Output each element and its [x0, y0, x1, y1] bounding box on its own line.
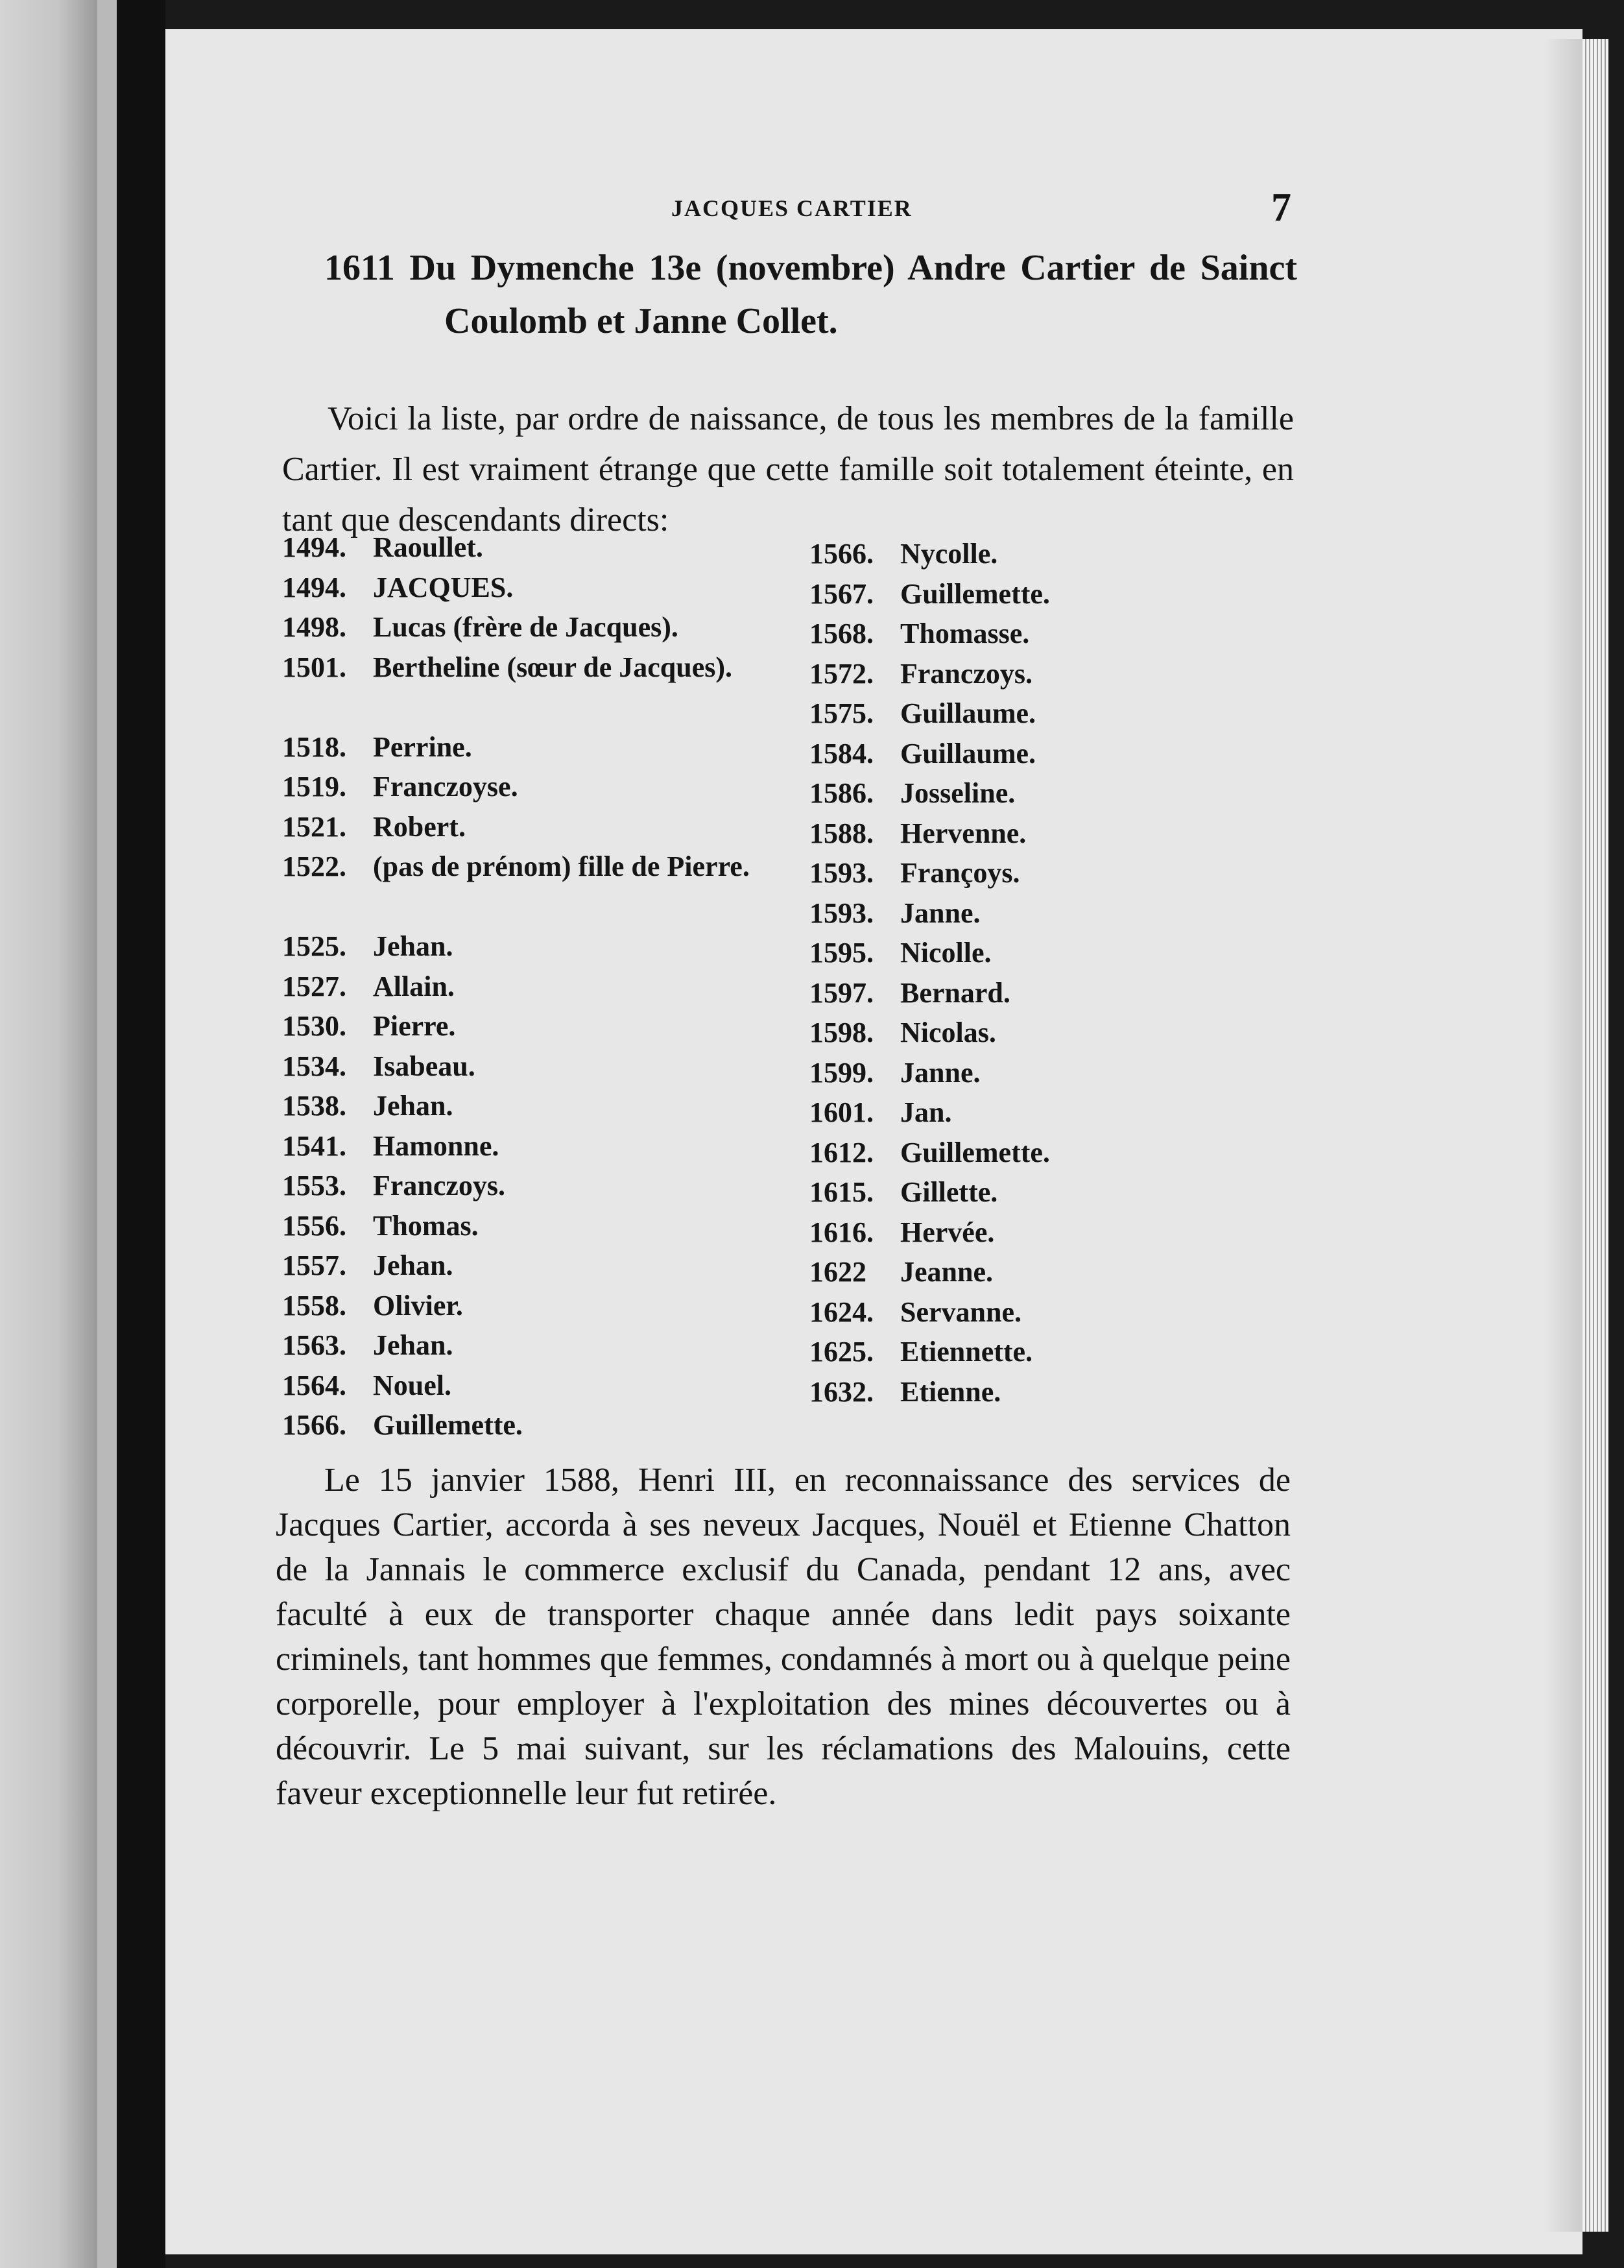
- member-item: [809, 1134, 1050, 1174]
- member-year: 1567.: [809, 577, 874, 610]
- member-name: Raoullet.: [373, 531, 483, 563]
- member-name: Bertheline (sœur de Jacques).: [373, 651, 733, 683]
- member-year: 1494.: [282, 571, 346, 603]
- member-item: [282, 1167, 775, 1207]
- member-name: Jehan.: [373, 1329, 453, 1361]
- member-name: Servanne.: [900, 1296, 1021, 1328]
- member-year: 1616.: [809, 1216, 874, 1248]
- member-item: [282, 1087, 775, 1128]
- member-item: [809, 735, 1050, 775]
- member-name: Jehan.: [373, 1249, 453, 1281]
- member-year: 1501.: [282, 651, 346, 683]
- running-head: JACQUES CARTIER: [671, 195, 913, 221]
- member-year: 1598.: [809, 1017, 874, 1048]
- member-item: [282, 928, 775, 968]
- member-name: Perrine.: [373, 730, 472, 763]
- page-edge-shade: [1544, 39, 1582, 2232]
- member-item: [809, 934, 1050, 974]
- closing-paragraph: Le 15 janvier 1588, Henri III, en reconnaissance des services de Jacques Cartier, accorda à ses neveux Jacques, Nouël et Etienne Chatton de la Jannais le commerce exclusif du Canada, pendant 12 ans, avec faculté à eux de transporter chaque année dans ledit pays soixante criminels, tant hommes que femmes, condamnés à mort ou à quelque peine corporelle, pour employer à l'exploitation des mines découvertes ou à découvrir. Le 5 mai suivant, sur les réclamations des Malouins, cette faveur exceptionnelle leur fut retirée.: [276, 1462, 1291, 1812]
- member-year: 1593.: [809, 897, 874, 929]
- member-name: Janne.: [900, 897, 981, 929]
- member-year: 1595.: [809, 937, 874, 969]
- member-year: 1622: [809, 1256, 866, 1288]
- member-year: 1615.: [809, 1176, 874, 1208]
- member-name: Jehan.: [373, 1090, 453, 1122]
- member-item: [809, 1333, 1050, 1373]
- member-name: Françoys.: [900, 857, 1020, 889]
- member-item: [282, 808, 775, 849]
- member-name: Lucas (frère de Jacques).: [373, 611, 678, 643]
- member-year: 1525.: [282, 930, 346, 962]
- member-name: Nicolas.: [900, 1017, 996, 1048]
- member-year: 1518.: [282, 730, 346, 763]
- member-item: [809, 815, 1050, 855]
- member-year: 1541.: [282, 1129, 346, 1162]
- member-year: 1564.: [282, 1369, 346, 1401]
- member-name: Guillemette.: [900, 577, 1050, 610]
- member-year: 1498.: [282, 611, 346, 643]
- member-item: [809, 535, 1050, 575]
- member-year: 1612.: [809, 1136, 874, 1168]
- member-year: 1557.: [282, 1249, 346, 1281]
- member-name: Guillemette.: [373, 1409, 523, 1441]
- register-entry-line2: Coulomb et Janne Collet.: [444, 301, 838, 341]
- member-name: Etiennette.: [900, 1336, 1033, 1368]
- member-year: 1521.: [282, 810, 346, 843]
- member-item: [809, 854, 1050, 895]
- member-year: 1599.: [809, 1056, 874, 1089]
- member-item: [809, 974, 1050, 1015]
- member-name: Thomas.: [373, 1209, 479, 1242]
- member-name: Jehan.: [373, 930, 453, 962]
- member-name: Olivier.: [373, 1289, 463, 1321]
- member-item: [809, 1214, 1050, 1254]
- member-name: Franczoys.: [373, 1170, 506, 1201]
- member-item: [809, 615, 1050, 655]
- member-name: Gillette.: [900, 1176, 998, 1208]
- member-item: [809, 1253, 1050, 1294]
- member-year: 1572.: [809, 657, 874, 690]
- member-name: Thomasse.: [900, 618, 1030, 649]
- member-name: Guillaume.: [900, 697, 1036, 729]
- member-year: 1568.: [809, 618, 874, 649]
- member-year: 1534.: [282, 1050, 346, 1082]
- member-item: [809, 1094, 1050, 1134]
- member-year: 1563.: [282, 1329, 346, 1361]
- member-name: Guillemette.: [900, 1136, 1050, 1168]
- member-year: 1494.: [282, 531, 346, 563]
- members-list-right: [809, 535, 1050, 1413]
- member-name: Hamonne.: [373, 1129, 499, 1162]
- member-name: Josseline.: [900, 777, 1016, 809]
- member-item: [282, 1406, 775, 1447]
- member-name: Franczoys.: [900, 657, 1033, 690]
- member-item: [809, 775, 1050, 815]
- member-name: Nouel.: [373, 1369, 451, 1401]
- member-name: Etienne.: [900, 1375, 1001, 1408]
- member-year: 1601.: [809, 1096, 874, 1128]
- member-item: [282, 1207, 775, 1248]
- member-year: 1527.: [282, 970, 346, 1002]
- member-item: [282, 609, 775, 649]
- members-list-left: [282, 529, 775, 1447]
- member-year: 1530.: [282, 1010, 346, 1042]
- member-year: 1566.: [809, 538, 874, 570]
- member-item: [809, 695, 1050, 735]
- member-year: 1556.: [282, 1209, 346, 1242]
- member-item: [282, 1048, 775, 1088]
- member-year: 1519.: [282, 771, 346, 802]
- member-item: [282, 529, 775, 569]
- member-name: Nycolle.: [900, 538, 998, 570]
- member-item: [809, 575, 1050, 616]
- member-item: [282, 729, 775, 769]
- member-item: [809, 1014, 1050, 1054]
- member-item: [809, 655, 1050, 695]
- member-item: [282, 848, 775, 928]
- member-year: 1624.: [809, 1296, 874, 1328]
- member-item: [809, 1373, 1050, 1414]
- member-name: Hervenne.: [900, 817, 1027, 849]
- member-year: 1558.: [282, 1289, 346, 1321]
- member-year: 1625.: [809, 1336, 874, 1368]
- member-name: (pas de prénom) fille de Pierre.: [373, 850, 750, 882]
- member-item: [282, 968, 775, 1008]
- member-item: [282, 768, 775, 808]
- member-item: [809, 895, 1050, 935]
- left-page-edge: [0, 0, 117, 2268]
- member-item: [809, 1054, 1050, 1094]
- register-entry-line1: 1611 Du Dymenche 13e (novembre) Andre Cartier de Sainct: [324, 248, 1297, 288]
- member-name: Bernard.: [900, 976, 1010, 1009]
- member-item: [282, 1128, 775, 1168]
- page-number: 7: [1271, 186, 1291, 230]
- member-name: Jeanne.: [900, 1256, 993, 1288]
- member-year: 1586.: [809, 777, 874, 809]
- member-name: JACQUES.: [373, 571, 514, 603]
- member-year: 1584.: [809, 737, 874, 769]
- member-year: 1522.: [282, 850, 346, 882]
- member-year: 1597.: [809, 976, 874, 1009]
- member-item: [282, 1367, 775, 1407]
- member-name: Jan.: [900, 1096, 952, 1128]
- member-year: 1632.: [809, 1375, 874, 1408]
- member-name: Allain.: [373, 970, 455, 1002]
- member-name: Nicolle.: [900, 937, 992, 969]
- book-gutter: [117, 0, 165, 2268]
- member-name: Janne.: [900, 1056, 981, 1089]
- member-name: Robert.: [373, 810, 466, 843]
- member-item: [282, 649, 775, 729]
- member-name: Franczoyse.: [373, 771, 518, 802]
- member-name: Hervée.: [900, 1216, 995, 1248]
- member-year: 1538.: [282, 1090, 346, 1122]
- member-year: 1593.: [809, 857, 874, 889]
- member-name: Isabeau.: [373, 1050, 475, 1082]
- member-item: [282, 1247, 775, 1287]
- member-year: 1566.: [282, 1409, 346, 1441]
- member-name: Guillaume.: [900, 737, 1036, 769]
- intro-paragraph: Voici la liste, par ordre de naissance, de tous les membres de la famille Cartier. Il est vraiment étrange que cette famille soit totalement éteinte, en tant que descendants directs:: [282, 400, 1294, 538]
- member-item: [282, 1287, 775, 1327]
- member-year: 1575.: [809, 697, 874, 729]
- member-item: [809, 1174, 1050, 1214]
- member-item: [809, 1294, 1050, 1334]
- member-year: 1588.: [809, 817, 874, 849]
- left-page-paper: [0, 0, 97, 2268]
- member-name: Pierre.: [373, 1010, 456, 1042]
- page-stack-edge: [1582, 39, 1608, 2232]
- member-year: 1553.: [282, 1170, 346, 1201]
- member-item: [282, 1327, 775, 1367]
- member-item: [282, 1007, 775, 1048]
- member-item: [282, 569, 775, 609]
